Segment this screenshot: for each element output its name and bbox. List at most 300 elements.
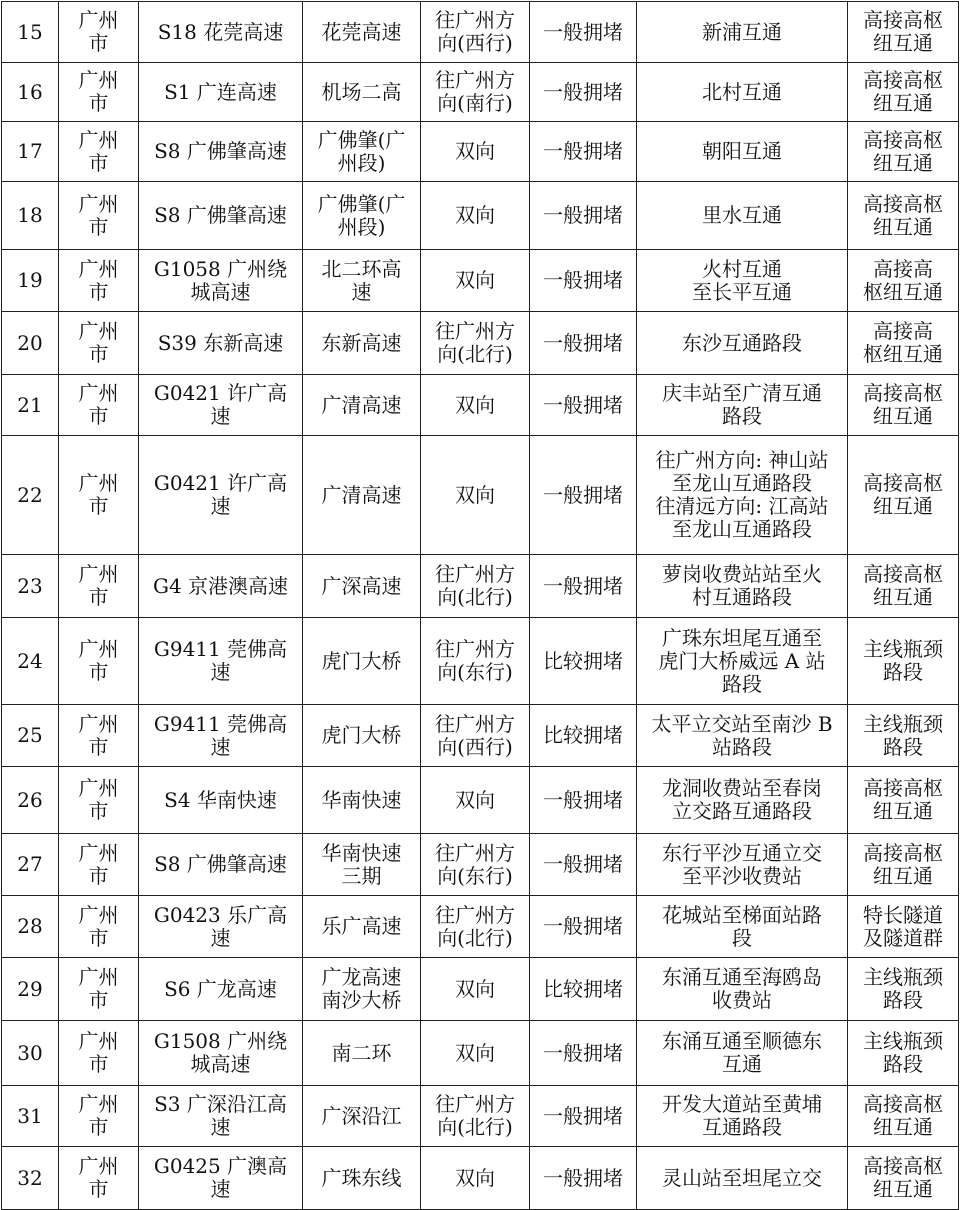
cell-location-line: 广珠东坦尾互通至	[662, 625, 822, 650]
cell-direction-line: 向(北行)	[437, 342, 513, 366]
cell-road-line: 速	[210, 404, 231, 428]
cell-congestion-level: 一般拥堵	[530, 834, 637, 896]
cell-road-line: 速	[210, 925, 231, 950]
cell-direction-line: 往广州方	[435, 637, 515, 661]
cell-type-line: 及隧道群	[863, 925, 943, 950]
cell-type-line: 主线瓶颈	[863, 1029, 943, 1053]
cell-congestion-level: 一般拥堵	[530, 555, 637, 618]
cell-congestion-level: 一般拥堵	[530, 436, 637, 555]
table-row	[2, 958, 959, 1021]
cell-direction	[421, 2, 530, 63]
cell-type-line: 主线瓶颈	[863, 637, 943, 661]
table-row	[2, 63, 959, 122]
cell-location: 里水互通	[637, 182, 848, 250]
cell-city-line: 市	[88, 279, 109, 304]
cell-section: 花莞高速	[303, 2, 421, 63]
cell-section: 华南快速	[303, 767, 421, 834]
cell-location-line: 往清远方向: 江高站	[655, 494, 829, 518]
cell-type-line: 纽互通	[873, 863, 933, 888]
cell-type-line: 高接高枢	[863, 562, 943, 586]
cell-location: 朝阳互通	[637, 122, 848, 182]
cell-location-line: 至龙山互通路段	[672, 517, 812, 541]
cell-location-line: 开发大道站至黄埔	[662, 1092, 822, 1116]
cell-congestion-level: 一般拥堵	[530, 122, 637, 182]
cell-location	[637, 958, 848, 1021]
cell-road-line: G9411 莞佛高	[153, 637, 288, 661]
cell-section	[303, 834, 421, 896]
cell-location: 东沙互通路段	[637, 312, 848, 375]
cell-congestion-level: 一般拥堵	[530, 2, 637, 63]
cell-city-line: 市	[88, 214, 109, 239]
cell-congestion-level: 一般拥堵	[530, 312, 637, 375]
cell-direction-line: 往广州方	[435, 1092, 515, 1116]
cell-location-line: 往广州方向: 神山站	[655, 448, 829, 472]
cell-congestion-level: 一般拥堵	[530, 63, 637, 122]
cell-location	[637, 436, 848, 555]
cell-road: S6 广龙高速	[139, 958, 303, 1021]
table-row	[2, 555, 959, 618]
cell-type-line: 路段	[883, 988, 923, 1012]
cell-type	[848, 705, 959, 767]
cell-congestion-level: 一般拥堵	[530, 250, 637, 312]
cell-direction-line: 向(北行)	[437, 585, 513, 609]
cell-number: 32	[2, 1147, 59, 1210]
cell-type-line: 高接高	[873, 319, 933, 343]
cell-direction: 双向	[421, 250, 530, 312]
cell-city-line: 市	[88, 1052, 109, 1076]
cell-direction-line: 往广州方	[435, 68, 515, 92]
table-row	[2, 1021, 959, 1086]
cell-type-line: 纽互通	[873, 1177, 933, 1201]
cell-direction-line: 往广州方	[435, 319, 515, 343]
cell-road-line: G1508 广州绕	[153, 1029, 288, 1053]
cell-number: 17	[2, 122, 59, 182]
cell-location	[637, 555, 848, 618]
cell-location: 北村互通	[637, 63, 848, 122]
cell-city-line: 广州	[78, 562, 119, 586]
cell-location	[637, 250, 848, 312]
cell-section-line: 州段)	[337, 150, 386, 175]
cell-direction: 双向	[421, 1021, 530, 1086]
cell-location-line: 段	[732, 925, 752, 950]
cell-location	[637, 767, 848, 834]
cell-direction	[421, 896, 530, 958]
cell-type-line: 高接高枢	[863, 471, 943, 495]
cell-type	[848, 767, 959, 834]
cell-city-line: 广州	[78, 1029, 119, 1053]
table-row	[2, 834, 959, 896]
table-row	[2, 1086, 959, 1147]
cell-city	[59, 767, 139, 834]
cell-location: 新浦互通	[637, 2, 848, 63]
cell-location-line: 至龙山互通路段	[672, 471, 812, 495]
cell-location	[637, 896, 848, 958]
cell-road: S8 广佛肇高速	[139, 182, 303, 250]
cell-direction	[421, 63, 530, 122]
cell-road	[139, 618, 303, 705]
table-row	[2, 182, 959, 250]
cell-type-line: 路段	[883, 734, 923, 759]
cell-number: 24	[2, 618, 59, 705]
cell-road-line: 速	[210, 1115, 231, 1139]
cell-congestion-level: 一般拥堵	[530, 1086, 637, 1147]
cell-section: 乐广高速	[303, 896, 421, 958]
cell-road-line: 速	[210, 494, 231, 518]
cell-city-line: 广州	[78, 1154, 119, 1178]
cell-number: 28	[2, 896, 59, 958]
cell-city-line: 广州	[78, 1092, 119, 1116]
cell-city	[59, 1086, 139, 1147]
cell-location-line: 村互通路段	[692, 585, 792, 609]
cell-type	[848, 63, 959, 122]
cell-number: 27	[2, 834, 59, 896]
cell-section	[303, 250, 421, 312]
cell-city	[59, 555, 139, 618]
cell-direction	[421, 1086, 530, 1147]
cell-city	[59, 375, 139, 436]
cell-road	[139, 705, 303, 767]
cell-city	[59, 705, 139, 767]
congestion-table	[1, 1, 959, 1210]
cell-road: S8 广佛肇高速	[139, 122, 303, 182]
cell-type-line: 高接高枢	[863, 381, 943, 405]
cell-road-line: G0421 许广高	[153, 381, 288, 405]
cell-direction: 双向	[421, 436, 530, 555]
cell-city-line: 市	[88, 585, 109, 609]
cell-city-line: 市	[88, 494, 109, 518]
cell-number: 31	[2, 1086, 59, 1147]
cell-section-line: 速	[351, 279, 372, 304]
table-row	[2, 1147, 959, 1210]
cell-number: 16	[2, 63, 59, 122]
cell-section	[303, 182, 421, 250]
cell-type	[848, 1086, 959, 1147]
cell-city-line: 广州	[78, 8, 119, 32]
cell-city-line: 市	[88, 799, 109, 823]
cell-city-line: 市	[88, 734, 109, 759]
cell-road-line: G1058 广州绕	[153, 256, 288, 281]
cell-type	[848, 1021, 959, 1086]
cell-road: S1 广连高速	[139, 63, 303, 122]
cell-city	[59, 122, 139, 182]
cell-road: S8 广佛肇高速	[139, 834, 303, 896]
cell-section-line: 州段)	[337, 214, 386, 239]
table-row	[2, 2, 959, 63]
cell-road: G4 京港澳高速	[139, 555, 303, 618]
cell-city-line: 市	[88, 660, 109, 684]
cell-type-line: 纽互通	[873, 91, 933, 115]
cell-location-line: 庆丰站至广清互通	[662, 381, 822, 405]
cell-type	[848, 250, 959, 312]
cell-direction: 双向	[421, 122, 530, 182]
cell-congestion-level: 一般拥堵	[530, 896, 637, 958]
cell-city	[59, 2, 139, 63]
cell-location-line: 路段	[722, 671, 762, 696]
cell-location	[637, 1086, 848, 1147]
cell-location-line: 萝岗收费站站至火	[662, 562, 822, 586]
cell-type-line: 纽互通	[873, 214, 933, 239]
cell-type	[848, 122, 959, 182]
cell-city-line: 广州	[78, 965, 119, 989]
cell-road	[139, 436, 303, 555]
cell-section: 广清高速	[303, 436, 421, 555]
cell-number: 19	[2, 250, 59, 312]
cell-type	[848, 1147, 959, 1210]
cell-road	[139, 375, 303, 436]
cell-type-line: 特长隧道	[863, 902, 943, 927]
cell-road: S18 花莞高速	[139, 2, 303, 63]
table-row	[2, 122, 959, 182]
cell-type-line: 主线瓶颈	[863, 711, 943, 736]
cell-city-line: 广州	[78, 127, 119, 152]
cell-city-line: 市	[88, 863, 109, 888]
cell-city	[59, 250, 139, 312]
cell-type-line: 高接高枢	[863, 840, 943, 865]
cell-location-line: 东行平沙互通立交	[662, 840, 822, 865]
cell-location-line: 路段	[722, 404, 762, 428]
cell-direction-line: 向(东行)	[437, 863, 513, 888]
cell-congestion-level: 比较拥堵	[530, 618, 637, 705]
cell-city-line: 广州	[78, 776, 119, 800]
cell-section-line: 三期	[341, 863, 382, 888]
cell-city-line: 市	[88, 404, 109, 428]
cell-section-line: 广佛肇(广	[317, 127, 406, 152]
cell-type	[848, 2, 959, 63]
cell-section-line: 华南快速	[321, 840, 402, 865]
cell-location-line: 火村互通	[702, 256, 782, 281]
cell-number: 18	[2, 182, 59, 250]
cell-location	[637, 1021, 848, 1086]
cell-city-line: 广州	[78, 840, 119, 865]
cell-direction: 双向	[421, 375, 530, 436]
cell-road-line: 速	[210, 1177, 231, 1201]
cell-number: 23	[2, 555, 59, 618]
cell-direction-line: 向(北行)	[437, 925, 513, 950]
cell-city-line: 市	[88, 91, 109, 115]
cell-type	[848, 436, 959, 555]
cell-section: 广深沿江	[303, 1086, 421, 1147]
cell-location-line: 至平沙收费站	[682, 863, 802, 888]
cell-type-line: 纽互通	[873, 494, 933, 518]
cell-direction-line: 向(西行)	[437, 734, 513, 759]
cell-city-line: 市	[88, 342, 109, 366]
cell-location-line: 互通	[722, 1052, 762, 1076]
cell-congestion-level: 一般拥堵	[530, 767, 637, 834]
table-row	[2, 896, 959, 958]
cell-section: 广深高速	[303, 555, 421, 618]
cell-type-line: 路段	[883, 660, 923, 684]
cell-type-line: 纽互通	[873, 585, 933, 609]
cell-type	[848, 834, 959, 896]
cell-type-line: 枢纽互通	[863, 279, 943, 304]
cell-location: 灵山站至坦尾立交	[637, 1147, 848, 1210]
cell-road	[139, 1147, 303, 1210]
cell-direction	[421, 834, 530, 896]
cell-city-line: 市	[88, 31, 109, 55]
cell-type-line: 高接高枢	[863, 8, 943, 32]
cell-road: S4 华南快速	[139, 767, 303, 834]
cell-number: 29	[2, 958, 59, 1021]
cell-location-line: 互通路段	[702, 1115, 782, 1139]
cell-city-line: 广州	[78, 319, 119, 343]
cell-number: 30	[2, 1021, 59, 1086]
cell-city-line: 广州	[78, 191, 119, 216]
table-row	[2, 436, 959, 555]
cell-location-line: 至长平互通	[692, 279, 792, 304]
cell-location-line: 花城站至梯面站路	[662, 902, 822, 927]
cell-direction	[421, 555, 530, 618]
cell-type-line: 高接高枢	[863, 776, 943, 800]
cell-congestion-level: 比较拥堵	[530, 705, 637, 767]
cell-section: 广清高速	[303, 375, 421, 436]
cell-section	[303, 122, 421, 182]
cell-location-line: 收费站	[712, 988, 772, 1012]
cell-location-line: 太平立交站至南沙 B	[651, 711, 833, 736]
cell-section-line: 北二环高	[321, 256, 402, 281]
cell-road-line: G0421 许广高	[153, 471, 288, 495]
cell-type-line: 枢纽互通	[863, 342, 943, 366]
cell-type-line: 高接高枢	[863, 191, 943, 216]
cell-road-line: 速	[210, 660, 231, 684]
cell-number: 22	[2, 436, 59, 555]
cell-type-line: 路段	[883, 1052, 923, 1076]
cell-section-line: 南沙大桥	[321, 988, 402, 1012]
cell-location-line: 东涌互通至顺德东	[662, 1029, 822, 1053]
cell-city-line: 市	[88, 1177, 109, 1201]
cell-city-line: 市	[88, 988, 109, 1012]
cell-type-line: 主线瓶颈	[863, 965, 943, 989]
cell-type-line: 纽互通	[873, 31, 933, 55]
cell-road	[139, 250, 303, 312]
cell-city	[59, 63, 139, 122]
cell-city-line: 广州	[78, 471, 119, 495]
cell-road: S39 东新高速	[139, 312, 303, 375]
cell-direction-line: 往广州方	[435, 8, 515, 32]
cell-section: 虎门大桥	[303, 618, 421, 705]
cell-congestion-level: 一般拥堵	[530, 1147, 637, 1210]
cell-type	[848, 312, 959, 375]
cell-congestion-level: 一般拥堵	[530, 375, 637, 436]
cell-city	[59, 436, 139, 555]
cell-city-line: 广州	[78, 637, 119, 661]
cell-direction: 双向	[421, 182, 530, 250]
cell-city-line: 市	[88, 150, 109, 175]
cell-city	[59, 1021, 139, 1086]
cell-location	[637, 618, 848, 705]
cell-road-line: G0423 乐广高	[153, 902, 288, 927]
cell-congestion-level: 一般拥堵	[530, 182, 637, 250]
cell-location-line: 站路段	[712, 734, 772, 759]
cell-location	[637, 375, 848, 436]
cell-direction: 双向	[421, 1147, 530, 1210]
cell-direction-line: 向(北行)	[437, 1115, 513, 1139]
cell-city	[59, 1147, 139, 1210]
cell-section: 东新高速	[303, 312, 421, 375]
cell-section	[303, 958, 421, 1021]
cell-city-line: 广州	[78, 256, 119, 281]
cell-direction-line: 向(南行)	[437, 91, 513, 115]
cell-section-line: 广佛肇(广	[317, 191, 406, 216]
cell-city-line: 广州	[78, 68, 119, 92]
cell-road	[139, 1021, 303, 1086]
cell-direction: 双向	[421, 958, 530, 1021]
cell-city	[59, 182, 139, 250]
cell-direction-line: 向(东行)	[437, 660, 513, 684]
cell-section: 南二环	[303, 1021, 421, 1086]
cell-location-line: 立交路互通路段	[672, 799, 812, 823]
cell-city-line: 市	[88, 925, 109, 950]
cell-type	[848, 555, 959, 618]
cell-section: 机场二高	[303, 63, 421, 122]
table-row	[2, 312, 959, 375]
table-row	[2, 705, 959, 767]
cell-section-line: 广龙高速	[321, 965, 402, 989]
cell-direction: 双向	[421, 767, 530, 834]
table-row	[2, 618, 959, 705]
cell-road-line: G9411 莞佛高	[153, 711, 288, 736]
cell-location-line: 东涌互通至海鸥岛	[662, 965, 822, 989]
cell-type-line: 高接高枢	[863, 127, 943, 152]
cell-city	[59, 834, 139, 896]
cell-direction-line: 向(西行)	[437, 31, 513, 55]
table-row	[2, 767, 959, 834]
cell-road	[139, 1086, 303, 1147]
cell-location	[637, 705, 848, 767]
cell-number: 15	[2, 2, 59, 63]
cell-type-line: 纽互通	[873, 404, 933, 428]
cell-road-line: 速	[210, 734, 231, 759]
cell-number: 26	[2, 767, 59, 834]
cell-type	[848, 896, 959, 958]
cell-direction	[421, 705, 530, 767]
cell-city-line: 广州	[78, 902, 119, 927]
cell-type-line: 高接高	[873, 256, 933, 281]
cell-congestion-level: 比较拥堵	[530, 958, 637, 1021]
cell-type	[848, 618, 959, 705]
cell-direction-line: 往广州方	[435, 840, 515, 865]
cell-city-line: 广州	[78, 711, 119, 736]
table-row	[2, 250, 959, 312]
cell-number: 21	[2, 375, 59, 436]
cell-city-line: 市	[88, 1115, 109, 1139]
cell-type-line: 高接高枢	[863, 68, 943, 92]
cell-type-line: 纽互通	[873, 150, 933, 175]
cell-congestion-level: 一般拥堵	[530, 1021, 637, 1086]
cell-direction-line: 往广州方	[435, 562, 515, 586]
cell-city	[59, 958, 139, 1021]
cell-section: 虎门大桥	[303, 705, 421, 767]
cell-city	[59, 618, 139, 705]
cell-direction	[421, 312, 530, 375]
cell-location-line: 虎门大桥威远 A 站	[658, 648, 826, 673]
cell-type-line: 纽互通	[873, 1115, 933, 1139]
cell-city	[59, 896, 139, 958]
cell-road-line: 城高速	[190, 1052, 251, 1076]
cell-road	[139, 896, 303, 958]
cell-direction-line: 往广州方	[435, 711, 515, 736]
table-row	[2, 375, 959, 436]
cell-section: 广珠东线	[303, 1147, 421, 1210]
cell-type-line: 纽互通	[873, 799, 933, 823]
cell-direction	[421, 618, 530, 705]
cell-type	[848, 958, 959, 1021]
cell-type	[848, 182, 959, 250]
cell-number: 25	[2, 705, 59, 767]
cell-city	[59, 312, 139, 375]
cell-type	[848, 375, 959, 436]
cell-number: 20	[2, 312, 59, 375]
cell-location	[637, 834, 848, 896]
